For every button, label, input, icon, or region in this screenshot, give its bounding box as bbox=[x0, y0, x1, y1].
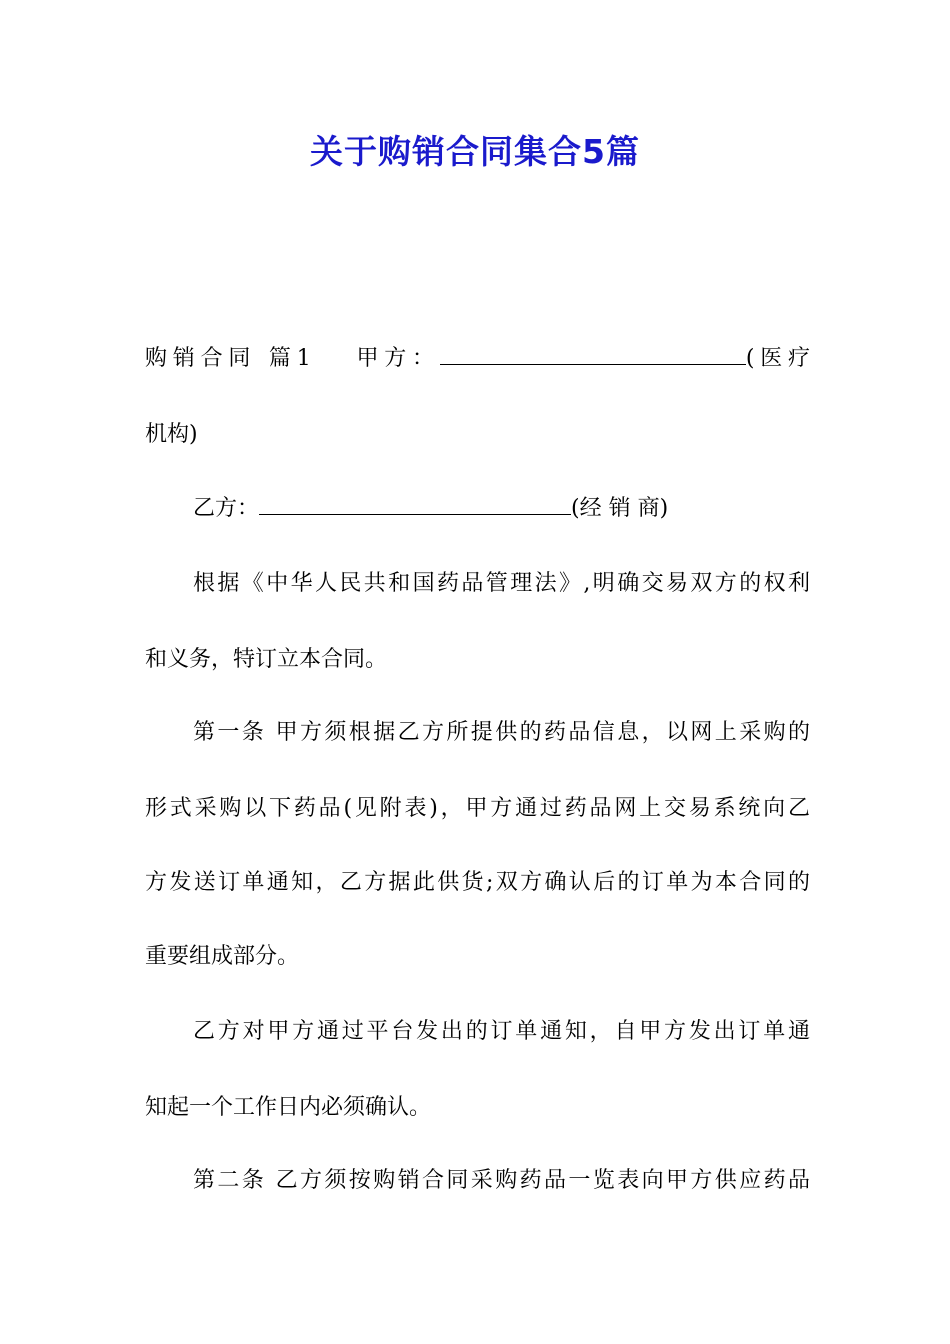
body-line: 方发送订单通知，乙方据此供货;双方确认后的订单为本合同的 bbox=[145, 870, 810, 895]
contract-heading-line bbox=[145, 344, 810, 374]
party-a-suffix-cont: 机构) bbox=[145, 422, 198, 447]
document-title: 关于购销合同集合5篇 bbox=[310, 132, 640, 171]
party-a-suffix: (医疗 bbox=[745, 346, 810, 371]
body-line: 重要组成部分。 bbox=[145, 944, 300, 969]
body-line: 和义务，特订立本合同。 bbox=[145, 647, 388, 672]
body-line: 第一条 甲方须根据乙方所提供的药品信息，以网上采购的 bbox=[193, 720, 810, 745]
party-b-label: 乙方： bbox=[193, 496, 260, 521]
party-a-blank bbox=[440, 346, 746, 365]
body-line: 第二条 乙方须按购销合同采购药品一览表向甲方供应药品 bbox=[193, 1168, 810, 1193]
section-label: 购销合同 篇1 bbox=[145, 346, 311, 371]
body-line: 乙方对甲方通过平台发出的订单通知，自甲方发出订单通 bbox=[193, 1019, 810, 1044]
party-b-suffix: (经 销 商) bbox=[571, 496, 669, 521]
body-line: 形式采购以下药品(见附表)，甲方通过药品网上交易系统向乙 bbox=[145, 796, 810, 821]
party-a-label: 甲方： bbox=[350, 346, 440, 371]
party-b-line bbox=[145, 494, 810, 524]
body-line: 知起一个工作日内必须确认。 bbox=[145, 1095, 432, 1120]
body-line: 根据《中华人民共和国药品管理法》,明确交易双方的权利 bbox=[193, 571, 810, 596]
party-b-blank bbox=[259, 496, 571, 515]
